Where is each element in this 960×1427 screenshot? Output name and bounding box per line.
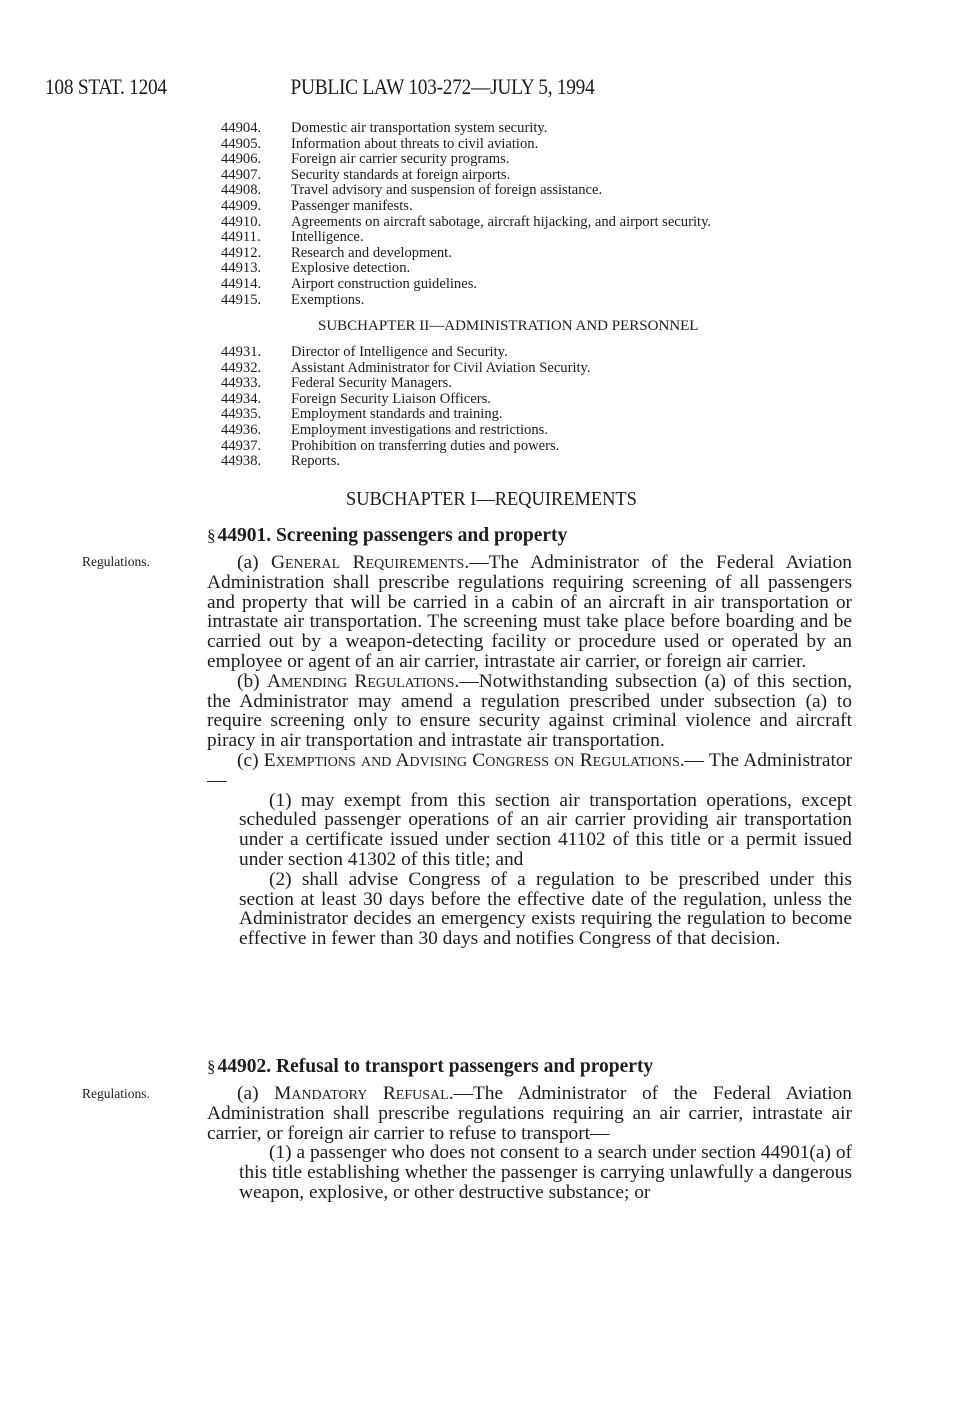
subchapter-1-heading: SUBCHAPTER I—REQUIREMENTS	[346, 488, 637, 510]
toc-section-number: 44908.	[221, 182, 262, 199]
toc-subchapter-2-heading: SUBCHAPTER II—ADMINISTRATION AND PERSONNEL	[318, 318, 699, 334]
toc-section-title: Prohibition on transferring duties and powers.	[291, 437, 560, 454]
toc-section-title: Assistant Administrator for Civil Aviation Security.	[291, 359, 591, 376]
table-of-contents-subchapter-1	[221, 121, 821, 308]
toc-section-number: 44910.	[221, 213, 262, 230]
section-symbol: §	[207, 1057, 216, 1076]
subsection-text: —The Administrator of the Federal Aviation Administration shall prescribe regulations requiring screening of all passengers and property that will be carried in a cabin of an aircraft in air transportation or intrastate air transportation. The screening must take place before boarding and be carried out by a weapon-detecting facility or procedure used or operated by an employee or agent of an air carrier, intrastate air carrier, or foreign air carrier.	[207, 552, 852, 672]
toc-section-title: Director of Intelligence and Security.	[291, 344, 508, 360]
toc-row	[221, 345, 821, 361]
toc-section-title: Employment standards and training.	[291, 406, 503, 423]
subsection-a	[207, 553, 852, 672]
subsection-text: —The Administrator of the Federal Aviation Administration shall prescribe regulations requiring an air carrier, intrastate air carrier, or foreign air carrier to refuse to transport—	[207, 1083, 852, 1144]
subsection-caption: General Requirements.	[270, 552, 470, 573]
toc-section-number: 44911.	[221, 229, 261, 246]
subsection-a	[207, 1084, 852, 1143]
toc-row	[221, 361, 821, 377]
subsection-text: — The Administrator—	[207, 749, 852, 791]
table-of-contents-subchapter-2	[221, 345, 821, 470]
toc-section-title: Passenger manifests.	[291, 197, 413, 214]
toc-section-title: Travel advisory and suspension of foreign assistance.	[291, 182, 603, 199]
section-symbol: §	[207, 526, 216, 545]
paragraph-a1: (1) a passenger who does not consent to a search under section 44901(a) of this title establishing whether the passenger is carrying unlawfully a dangerous weapon, explosive, or other destructive substance; or	[239, 1142, 852, 1203]
toc-row	[221, 392, 821, 408]
subsection-label: (c)	[237, 749, 264, 771]
running-header	[45, 74, 714, 100]
toc-row	[221, 137, 821, 153]
toc-section-number: 44909.	[221, 197, 262, 214]
toc-row	[221, 183, 821, 199]
toc-section-number: 44932.	[221, 359, 262, 376]
subsection-label: (a)	[237, 552, 271, 573]
section-44901-body	[207, 553, 852, 949]
toc-row	[221, 454, 821, 470]
toc-section-title: Agreements on aircraft sabotage, aircraft hijacking, and airport security.	[291, 213, 712, 230]
toc-section-number: 44906.	[221, 151, 262, 168]
toc-row	[221, 199, 821, 215]
section-44902-title: 44902. Refusal to transport passengers and property	[217, 1056, 654, 1077]
toc-section-title: Reports.	[291, 453, 341, 470]
toc-section-title: Airport construction guidelines.	[291, 275, 478, 292]
subsection-caption: Mandatory Refusal.	[274, 1083, 454, 1104]
toc-row	[221, 152, 821, 168]
toc-section-title: Foreign Security Liaison Officers.	[291, 390, 491, 407]
section-44902-body	[207, 1084, 852, 1203]
toc-section-title: Foreign air carrier security programs.	[291, 151, 510, 168]
toc-section-title: Information about threats to civil aviation.	[291, 135, 539, 152]
toc-section-title: Exemptions.	[291, 291, 365, 308]
toc-row	[221, 168, 821, 184]
toc-section-number: 44935.	[221, 406, 262, 423]
toc-row	[221, 407, 821, 423]
toc-section-title: Federal Security Managers.	[291, 375, 452, 392]
section-44902-heading	[207, 1056, 653, 1078]
toc-row	[221, 277, 821, 293]
toc-row	[221, 439, 821, 455]
toc-section-number: 44938.	[221, 453, 262, 470]
subsection-caption: Amending Regulations.	[266, 670, 460, 692]
toc-section-number: 44937.	[221, 437, 262, 454]
toc-section-title: Intelligence.	[291, 229, 364, 246]
subsection-caption: Exemptions and Advising Congress on Regulations.	[263, 749, 685, 771]
toc-row	[221, 215, 821, 231]
toc-row	[221, 293, 821, 309]
public-law-title: PUBLIC LAW 103-272—JULY 5, 1994	[290, 74, 595, 99]
stat-reference: 108 STAT. 1204	[45, 74, 167, 99]
toc-section-number: 44933.	[221, 375, 262, 392]
margin-note-regulations: Regulations.	[82, 554, 150, 569]
toc-section-number: 44904.	[221, 120, 262, 136]
toc-section-number: 44913.	[221, 260, 262, 277]
toc-section-number: 44915.	[221, 291, 262, 308]
subsection-label: (b)	[237, 670, 267, 692]
subsection-label: (a)	[237, 1083, 275, 1104]
toc-section-number: 44907.	[221, 166, 262, 183]
section-44901-heading	[207, 525, 567, 547]
toc-section-title: Employment investigations and restrictions.	[291, 421, 548, 438]
paragraph-c2: (2) shall advise Congress of a regulation to be prescribed under this section at least 30 days before the effective date of the regulation, unless the Administrator decides an emergency exists requiring the regulation to become effective in fewer than 30 days and notifies Congress of that decision.	[239, 868, 852, 950]
toc-section-title: Domestic air transportation system security.	[291, 120, 548, 136]
toc-section-number: 44936.	[221, 421, 262, 438]
toc-section-title: Research and development.	[291, 244, 452, 261]
toc-row	[221, 230, 821, 246]
margin-note-regulations: Regulations.	[82, 1086, 150, 1101]
toc-row	[221, 121, 821, 137]
toc-section-title: Explosive detection.	[291, 260, 411, 277]
toc-section-number: 44934.	[221, 390, 262, 407]
toc-section-number: 44912.	[221, 244, 262, 261]
toc-section-number: 44931.	[221, 344, 262, 360]
toc-section-number: 44905.	[221, 135, 262, 152]
toc-section-title: Security standards at foreign airports.	[291, 166, 511, 183]
toc-row	[221, 261, 821, 277]
subsection-c	[207, 751, 852, 791]
toc-row	[221, 246, 821, 262]
toc-row	[221, 376, 821, 392]
paragraph-c1: (1) may exempt from this section air transportation operations, except scheduled passenger operations of an air carrier providing air transportation under a certificate issued under section 41102 of this title or a permit issued under section 41302 of this title; and	[239, 789, 852, 870]
subsection-text: —Notwithstanding subsection (a) of this section, the Administrator may amend a regulation prescribed under subsection (a) to require screening only to ensure security against criminal violence and aircraft piracy in air transportation and intrastate air transportation.	[207, 670, 852, 752]
toc-row	[221, 423, 821, 439]
subsection-b	[207, 672, 852, 751]
section-44901-title: 44901. Screening passengers and property	[217, 525, 568, 546]
toc-section-number: 44914.	[221, 275, 262, 292]
